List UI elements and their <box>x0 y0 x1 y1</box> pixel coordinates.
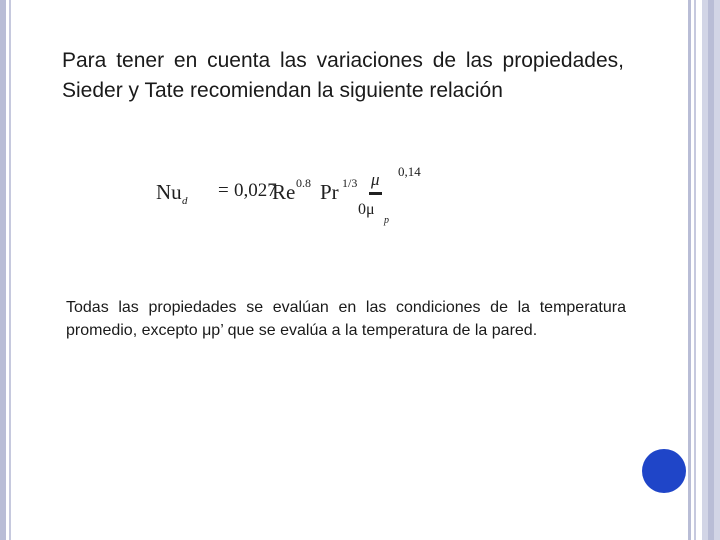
equals-sign: = <box>218 180 229 201</box>
blue-circle-decoration <box>642 449 686 493</box>
prandtl-symbol: Pr <box>320 180 339 204</box>
note-paragraph: Todas las propiedades se evalúan en las condiciones de la temperatura promedio, excepto μp’ que se evalúa a la temperatura de la pared. <box>66 299 626 339</box>
equation-constant: 0,027 <box>234 180 277 201</box>
viscosity-denominator: 0μ <box>358 201 375 218</box>
right-border-stripe <box>708 0 714 540</box>
nusselt-subscript: d <box>182 195 188 207</box>
viscosity-denominator-subscript: p <box>384 215 389 226</box>
viscosity-numerator: μ <box>371 170 380 189</box>
intro-paragraph: Para tener en cuenta las variaciones de las propiedades, Sieder y Tate recomiendan la siguiente relación <box>62 49 624 102</box>
reynolds-exponent: 0.8 <box>296 176 311 190</box>
sieder-tate-equation <box>140 160 460 230</box>
right-border-line <box>688 0 691 540</box>
fraction-bar <box>369 192 382 195</box>
right-border-line-thin <box>694 0 696 540</box>
left-border-line <box>9 0 11 540</box>
prandtl-exponent: 1/3 <box>342 176 358 190</box>
viscosity-ratio-exponent: 0,14 <box>398 164 421 179</box>
left-border <box>0 0 6 540</box>
reynolds-symbol: Re <box>272 180 296 204</box>
nusselt-symbol: Nu <box>156 180 182 204</box>
